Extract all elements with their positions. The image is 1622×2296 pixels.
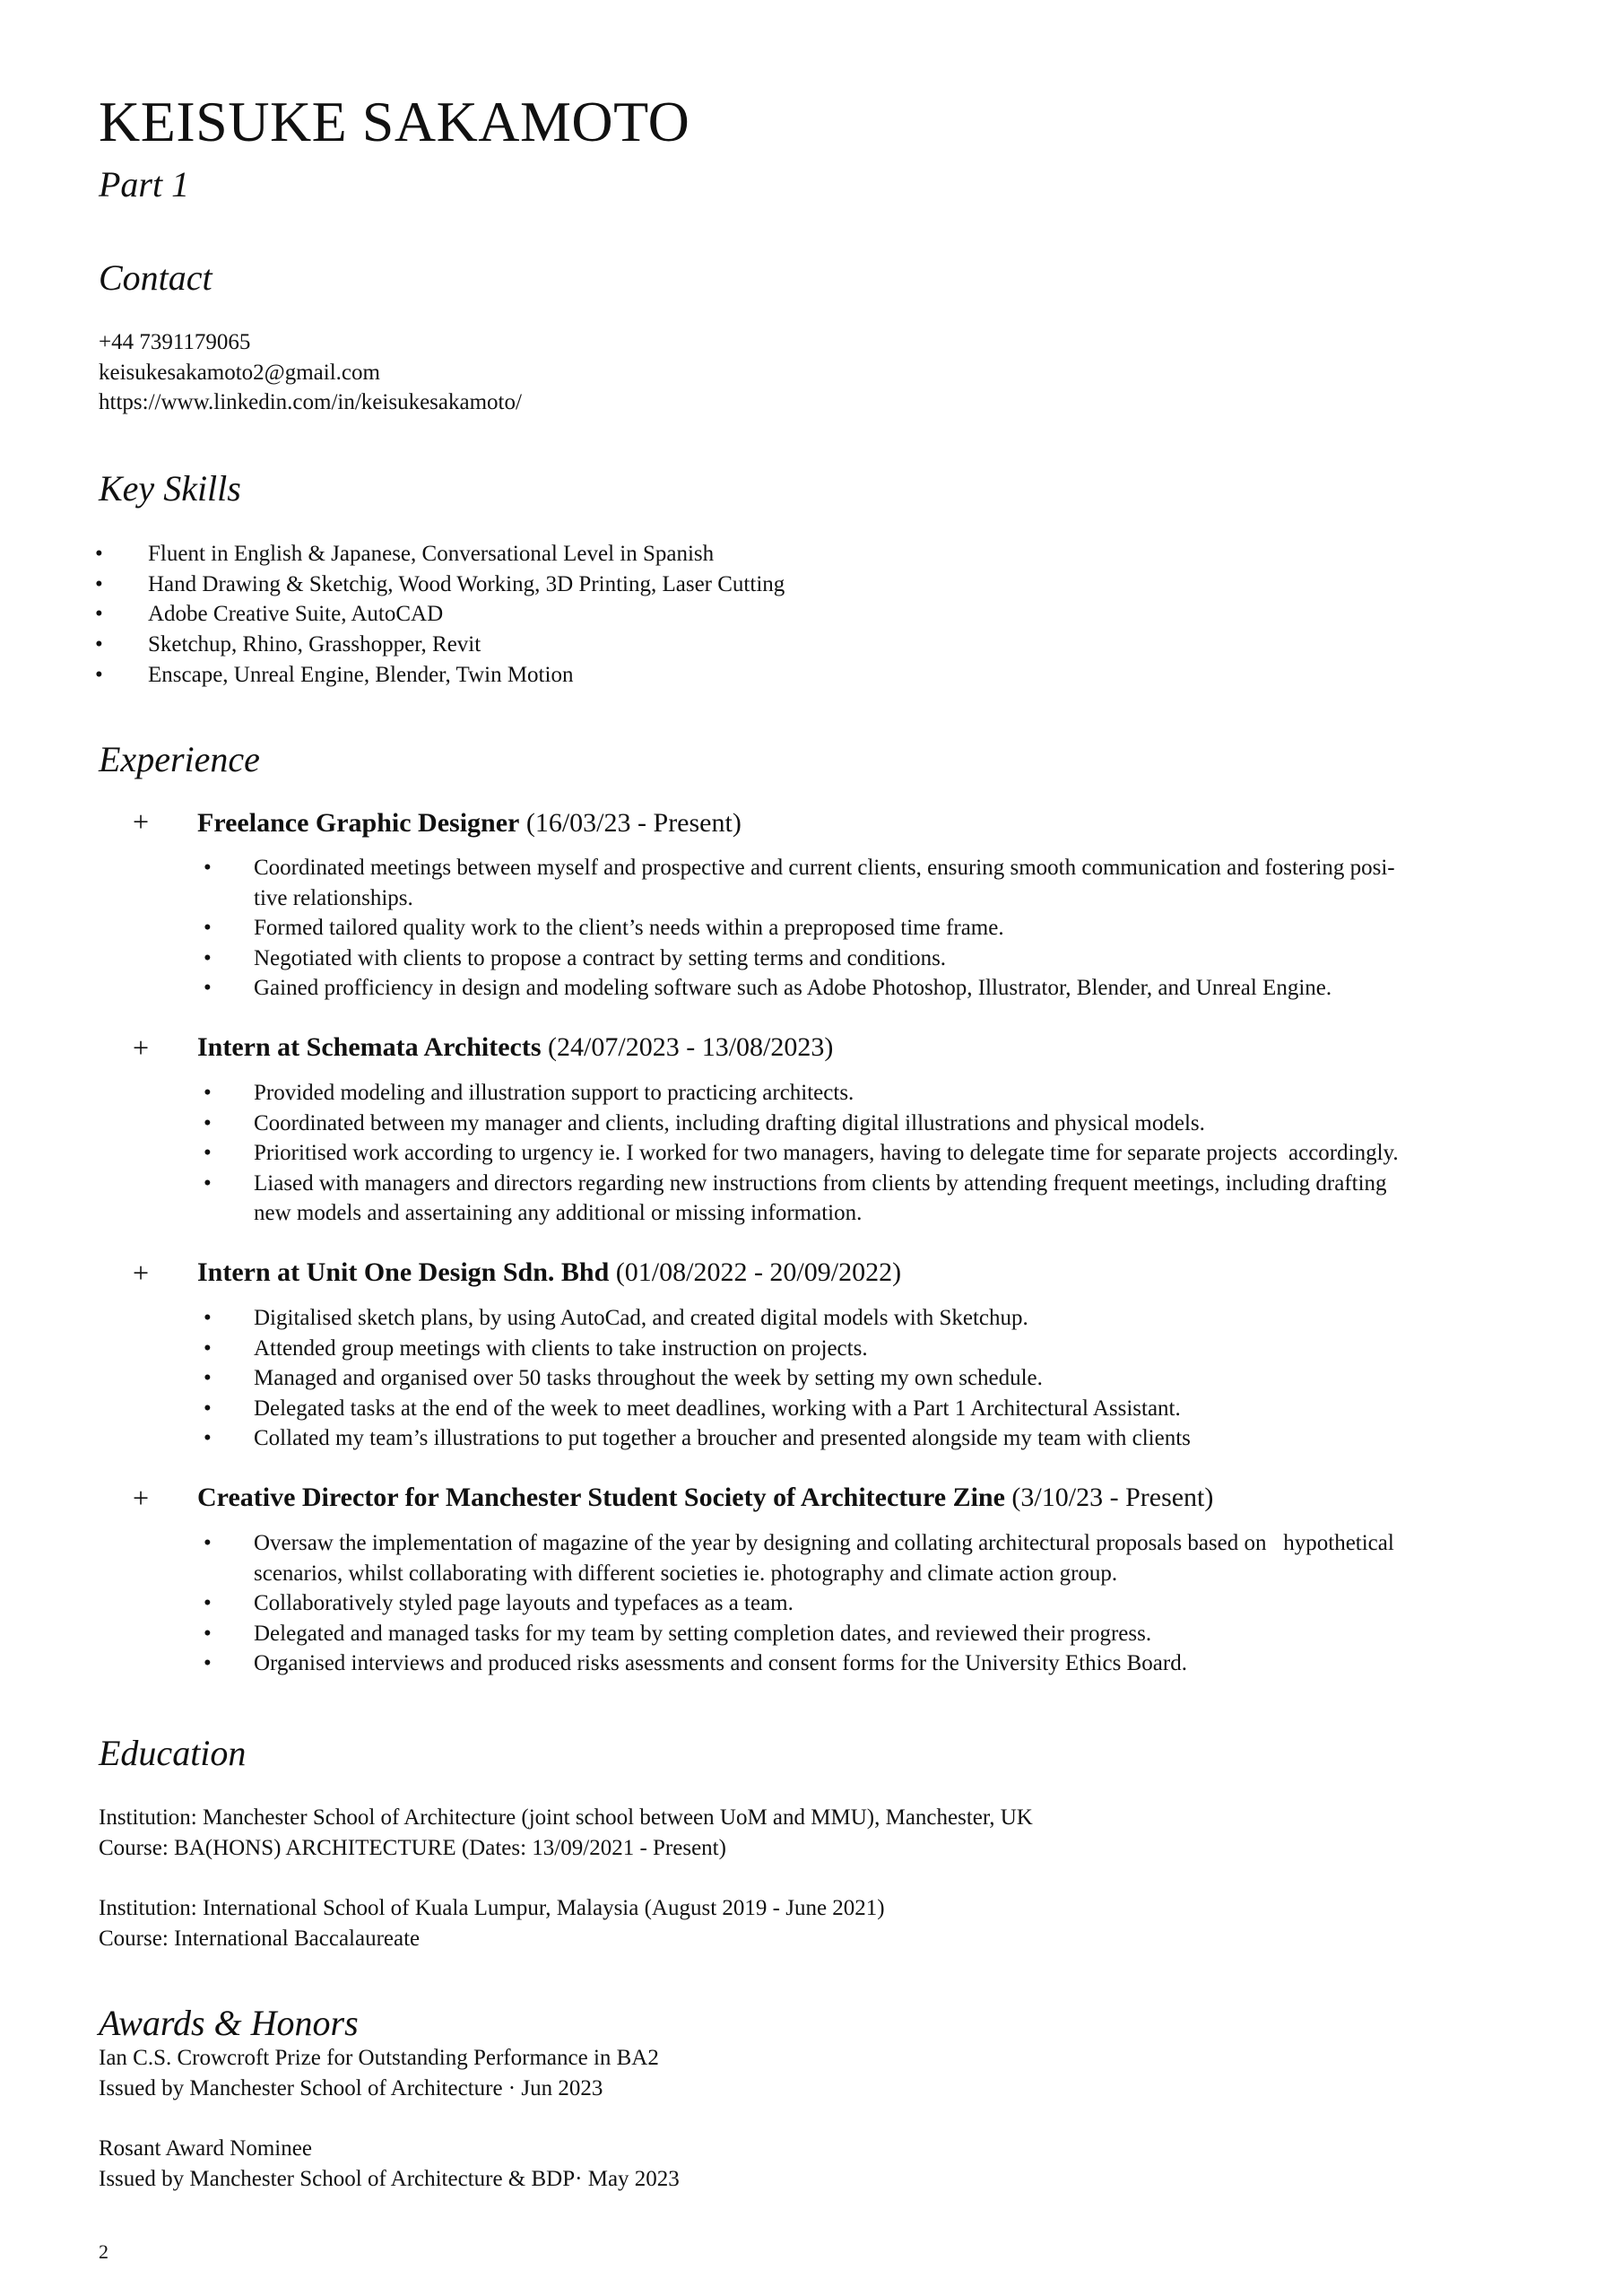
job-duty: Delegated and managed tasks for my team by setting completion dates, and reviewed their progress.: [254, 1622, 1152, 1646]
bullet-icon: •: [204, 1426, 212, 1450]
job-duty: Gained profficiency in design and modeling software such as Adobe Photoshop, Illustrator, Blender, and Unreal Engine.: [254, 976, 1332, 1000]
job-heading: [197, 1259, 901, 1286]
job-duty: Prioritised work according to urgency ie. I worked for two managers, having to delegate time for separate projects accordingly.: [254, 1141, 1399, 1165]
plus-icon: +: [133, 1482, 150, 1514]
bullet-icon: •: [204, 1141, 212, 1165]
job-duty: Coordinated between my manager and clients, including drafting digital illustrations and physical models.: [254, 1111, 1205, 1135]
bullet-icon: •: [204, 946, 212, 970]
job-duty: Organised interviews and produced risks asessments and consent forms for the University Ethics Board.: [254, 1651, 1187, 1675]
bullet-icon: •: [204, 1622, 212, 1646]
bullet-icon: •: [95, 663, 103, 687]
job-heading: [197, 810, 742, 837]
job-duty: Negotiated with clients to propose a contract by setting terms and conditions.: [254, 946, 947, 970]
candidate-name: KEISUKE SAKAMOTO: [99, 90, 690, 153]
job-heading: [197, 1034, 833, 1061]
job-duty: Collated my team’s illustrations to put together a broucher and presented alongside my team with clients: [254, 1426, 1191, 1450]
job-duty: Delegated tasks at the end of the week to meet deadlines, working with a Part 1 Architectural Assistant.: [254, 1396, 1181, 1421]
job-duty: Oversaw the implementation of magazine of the year by designing and collating architectural proposals based on hypothetical: [254, 1531, 1394, 1555]
job-duty: Liased with managers and directors regarding new instructions from clients by attending frequent meetings, including drafting: [254, 1171, 1387, 1196]
contact-phone: +44 7391179065: [99, 330, 251, 354]
page-number: 2: [99, 2240, 108, 2263]
job-role: Intern at Schemata Architects: [197, 1032, 542, 1062]
job-duty-continued: new models and assertaining any additional or missing information.: [254, 1201, 863, 1225]
job-heading: [197, 1484, 1213, 1511]
job-role: Creative Director for Manchester Student Society of Architecture Zine: [197, 1483, 1005, 1512]
section-title-experience: Experience: [99, 739, 260, 779]
education-institution: Institution: Manchester School of Architecture (joint school between UoM and MMU), Manchester, UK: [99, 1805, 1033, 1830]
job-duty: Digitalised sketch plans, by using AutoCad, and created digital models with Sketchup.: [254, 1306, 1028, 1330]
skill-text: Fluent in English & Japanese, Conversational Level in Spanish: [148, 542, 715, 566]
section-title-contact: Contact: [99, 257, 213, 298]
bullet-icon: •: [204, 976, 212, 1000]
job-role: Intern at Unit One Design Sdn. Bhd: [197, 1257, 610, 1287]
bullet-icon: •: [204, 1111, 212, 1135]
bullet-icon: •: [204, 856, 212, 880]
bullet-icon: •: [95, 542, 103, 566]
plus-icon: +: [133, 805, 150, 838]
job-duty: Collaboratively styled page layouts and typefaces as a team.: [254, 1591, 794, 1615]
bullet-icon: •: [204, 916, 212, 940]
bullet-icon: •: [204, 1651, 212, 1675]
bullet-icon: •: [204, 1081, 212, 1105]
education-course: Course: BA(HONS) ARCHITECTURE (Dates: 13/09/2021 - Present): [99, 1836, 726, 1860]
job-role: Freelance Graphic Designer: [197, 808, 520, 838]
bullet-icon: •: [204, 1171, 212, 1196]
job-duty: Provided modeling and illustration support to practicing architects.: [254, 1081, 854, 1105]
bullet-icon: •: [204, 1396, 212, 1421]
contact-email[interactable]: keisukesakamoto2@gmail.com: [99, 361, 380, 385]
award-name: Ian C.S. Crowcroft Prize for Outstanding Performance in BA2: [99, 2046, 659, 2070]
job-dates: (24/07/2023 - 13/08/2023): [541, 1032, 834, 1062]
bullet-icon: •: [95, 632, 103, 657]
job-duty: Formed tailored quality work to the client’s needs within a preproposed time frame.: [254, 916, 1004, 940]
education-institution: Institution: International School of Kuala Lumpur, Malaysia (August 2019 - June 2021): [99, 1896, 885, 1920]
job-duty: Coordinated meetings between myself and prospective and current clients, ensuring smooth communication and fostering posi-: [254, 856, 1395, 880]
contact-linkedin[interactable]: https://www.linkedin.com/in/keisukesakamoto/: [99, 390, 522, 414]
candidate-subtitle: Part 1: [99, 164, 190, 204]
bullet-icon: •: [95, 602, 103, 626]
award-name: Rosant Award Nominee: [99, 2136, 312, 2161]
award-issuer: Issued by Manchester School of Architecture · Jun 2023: [99, 2076, 603, 2100]
bullet-icon: •: [204, 1531, 212, 1555]
bullet-icon: •: [204, 1336, 212, 1361]
job-dates: (01/08/2022 - 20/09/2022): [609, 1257, 902, 1287]
skill-text: Sketchup, Rhino, Grasshopper, Revit: [148, 632, 481, 657]
plus-icon: +: [133, 1257, 150, 1289]
section-title-awards: Awards & Honors: [99, 2003, 359, 2043]
job-duty: Managed and organised over 50 tasks throughout the week by setting my own schedule.: [254, 1366, 1043, 1390]
section-title-education: Education: [99, 1733, 247, 1773]
education-course: Course: International Baccalaureate: [99, 1926, 421, 1951]
skill-text: Adobe Creative Suite, AutoCAD: [148, 602, 444, 626]
bullet-icon: •: [204, 1306, 212, 1330]
job-duty-continued: scenarios, whilst collaborating with different societies ie. photography and climate action group.: [254, 1561, 1118, 1586]
bullet-icon: •: [95, 572, 103, 596]
bullet-icon: •: [204, 1591, 212, 1615]
skill-text: Enscape, Unreal Engine, Blender, Twin Motion: [148, 663, 574, 687]
job-duty: Attended group meetings with clients to take instruction on projects.: [254, 1336, 868, 1361]
job-dates: (3/10/23 - Present): [1004, 1483, 1214, 1512]
job-dates: (16/03/23 - Present): [519, 808, 742, 838]
bullet-icon: •: [204, 1366, 212, 1390]
award-issuer: Issued by Manchester School of Architecture & BDP· May 2023: [99, 2167, 680, 2191]
section-title-key-skills: Key Skills: [99, 468, 241, 509]
job-duty-continued: tive relationships.: [254, 886, 413, 910]
skill-text: Hand Drawing & Sketchig, Wood Working, 3D Printing, Laser Cutting: [148, 572, 785, 596]
plus-icon: +: [133, 1031, 150, 1064]
